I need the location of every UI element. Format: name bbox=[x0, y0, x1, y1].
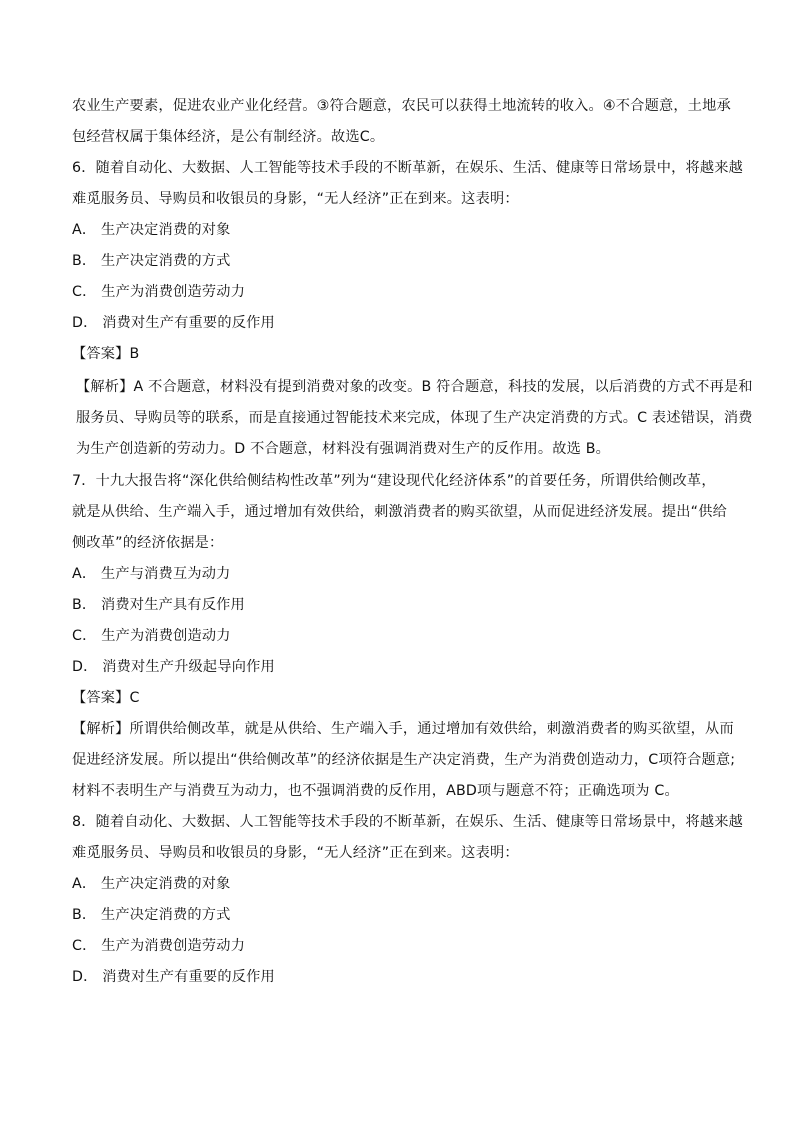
option-a: A． 生产决定消费的对象 bbox=[72, 222, 231, 238]
answer-line: 【答案】C bbox=[72, 690, 140, 706]
analysis-line: 材料不表明生产与消费互为动力，也不强调消费的反作用，ABD项与题意不符；正确选项为 C。 bbox=[72, 783, 679, 799]
analysis-line: 【解析】所谓供给侧改革，就是从供给、生产端入手，通过增加有效供给，刺激消费者的购买欲望，从而 bbox=[72, 721, 734, 737]
option-b: B． 消费对生产具有反作用 bbox=[72, 597, 245, 613]
option-d: D． 消费对生产有重要的反作用 bbox=[72, 315, 275, 331]
analysis-line: 服务员、导购员等的联系，而是直接通过智能技术来完成，体现了生产决定消费的方式。C 表述错误，消费 bbox=[76, 410, 753, 426]
option-d: D． 消费对生产升级起导向作用 bbox=[72, 659, 275, 675]
analysis-line: 【解析】A 不合题意，材料没有提到消费对象的改变。B 符合题意，科技的发展，以后消费的方式不再是和 bbox=[76, 379, 753, 395]
question-stem-line: 7．十九大报告将“深化供给侧结构性改革”列为“建设现代化经济体系”的首要任务，所谓供给侧改革， bbox=[72, 473, 716, 489]
option-c: C． 生产为消费创造劳动力 bbox=[72, 938, 246, 954]
question-8 bbox=[72, 812, 744, 987]
option-b: B． 生产决定消费的方式 bbox=[72, 907, 231, 923]
question-stem-line: 8．随着自动化、大数据、人工智能等技术手段的不断革新，在娱乐、生活、健康等日常场景中，将越来越 bbox=[72, 814, 744, 830]
intro-block bbox=[72, 96, 732, 147]
option-a: A． 生产与消费互为动力 bbox=[72, 566, 231, 582]
option-d: D． 消费对生产有重要的反作用 bbox=[72, 969, 275, 985]
question-6 bbox=[72, 158, 753, 459]
option-c: C． 生产为消费创造劳动力 bbox=[72, 284, 246, 300]
option-b: B． 生产决定消费的方式 bbox=[72, 253, 231, 269]
question-stem-line: 难觅服务员、导购员和收银员的身影，“无人经济”正在到来。这表明： bbox=[72, 191, 519, 207]
question-stem-line: 难觅服务员、导购员和收银员的身影，“无人经济”正在到来。这表明： bbox=[72, 845, 519, 861]
question-7 bbox=[72, 471, 736, 801]
question-stem-line: 6．随着自动化、大数据、人工智能等技术手段的不断革新，在娱乐、生活、健康等日常场景中，将越来越 bbox=[72, 160, 744, 176]
question-stem-line: 侧改革”的经济依据是： bbox=[72, 535, 224, 551]
question-stem-line: 就是从供给、生产端入手，通过增加有效供给，刺激消费者的购买欲望，从而促进经济发展。提出“供给 bbox=[72, 504, 727, 520]
analysis-line: 为生产创造新的劳动力。D 不合题意，材料没有强调消费对生产的反作用。故选 B。 bbox=[76, 441, 611, 457]
option-c: C． 生产为消费创造动力 bbox=[72, 628, 231, 644]
document-page bbox=[72, 96, 753, 987]
analysis-line: 促进经济发展。所以提出“供给侧改革”的经济依据是生产决定消费，生产为消费创造动力，C项符合题意; bbox=[72, 752, 736, 768]
intro-line: 农业生产要素，促进农业产业化经营。③符合题意，农民可以获得土地流转的收入。④不合题意，土地承 bbox=[72, 98, 731, 114]
intro-line: 包经营权属于集体经济，是公有制经济。故选C。 bbox=[72, 129, 385, 145]
option-a: A． 生产决定消费的对象 bbox=[72, 876, 231, 892]
answer-line: 【答案】B bbox=[72, 346, 140, 362]
